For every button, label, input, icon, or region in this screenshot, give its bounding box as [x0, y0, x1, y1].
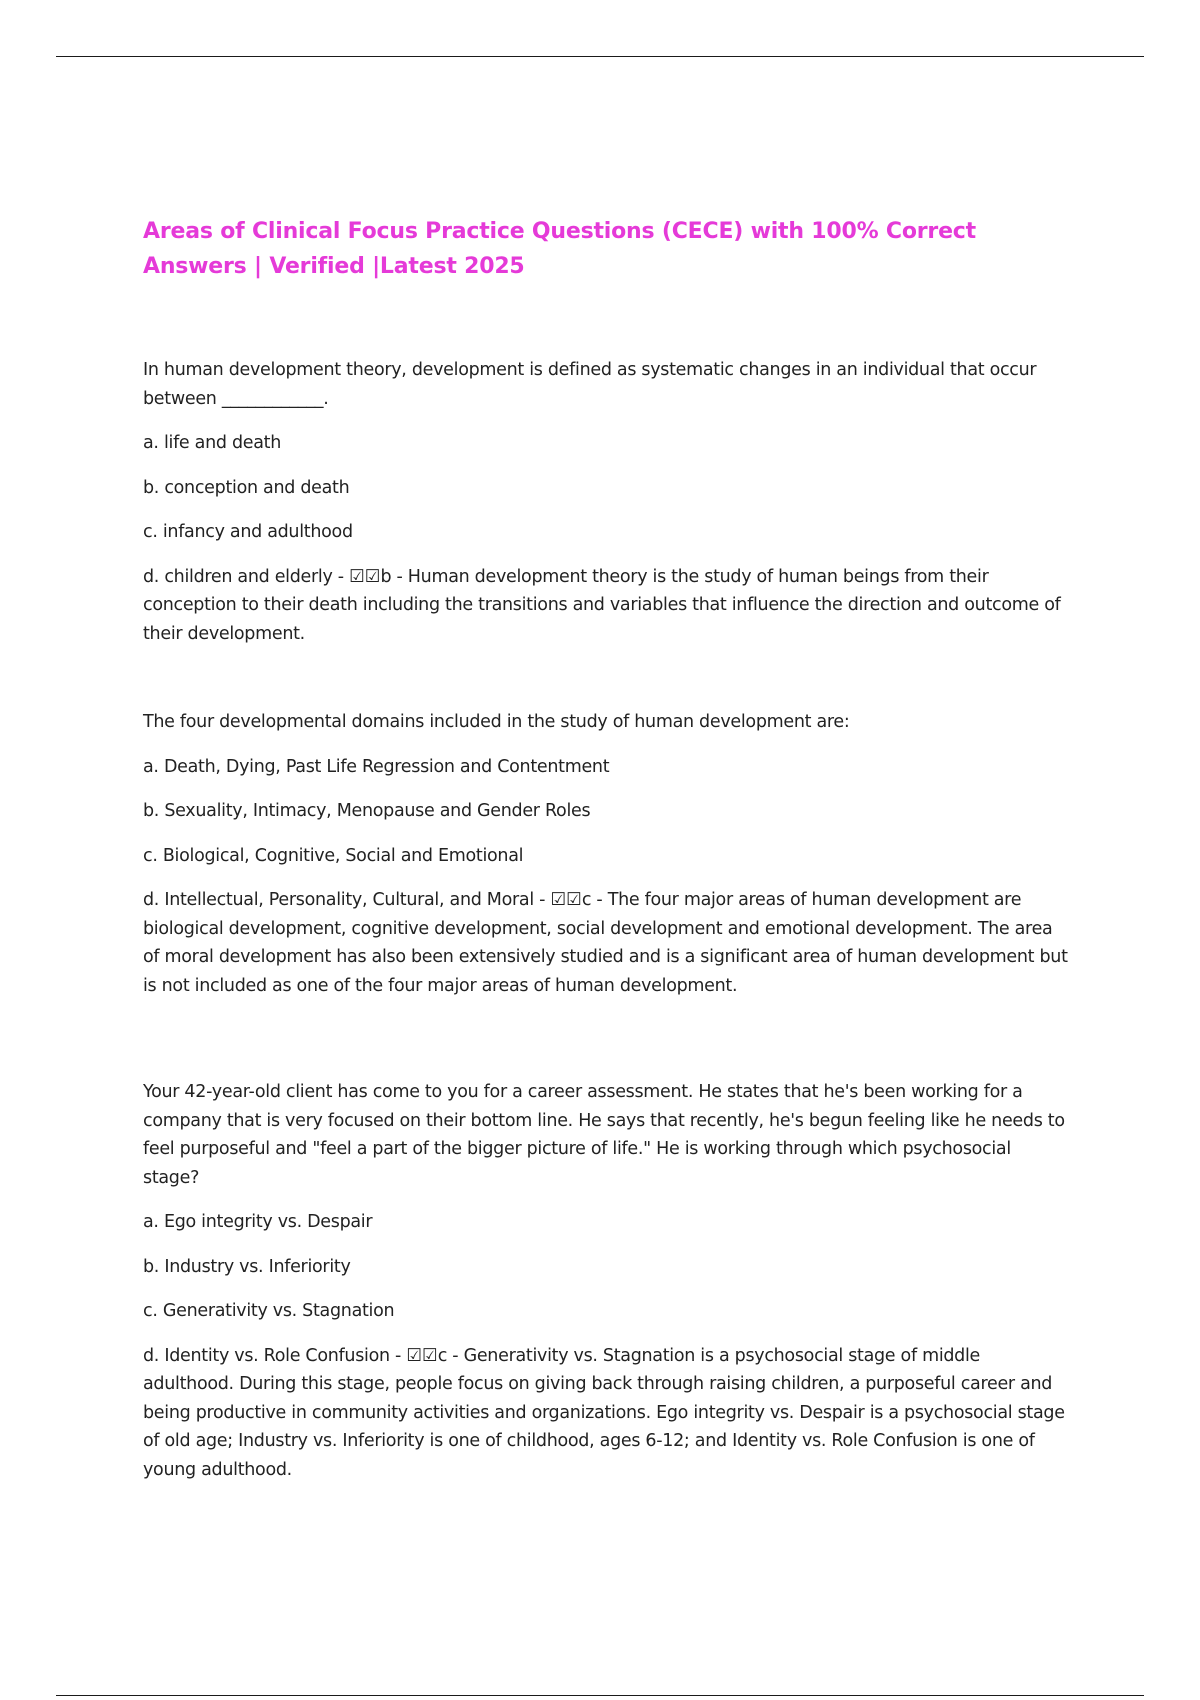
option-a: a. Ego integrity vs. Despair [143, 1212, 373, 1232]
checkmark-icon: ☑☑ [550, 890, 582, 910]
document-title: Areas of Clinical Focus Practice Questions (CECE) with 100% Correct Answers | Verified |Latest 2025 [143, 219, 976, 279]
top-rule [56, 56, 1144, 57]
option-d: d. children and elderly - [143, 566, 350, 587]
option-a: a. life and death [143, 433, 282, 453]
option-c: c. Biological, Cognitive, Social and Emotional [143, 845, 524, 866]
answer-explanation: c - The four major areas of human development are biological development, cognitive development, social development and emotional development. The area of moral development has also been extensively studied and is a significant area of human development but is not included as one of the four major areas of human development. [143, 890, 1068, 996]
option-b: b. Sexuality, Intimacy, Menopause and Gender Roles [143, 801, 591, 821]
question-3 [143, 1078, 1068, 1484]
question-stem: In human development theory, development is defined as systematic changes in an individual that occur between ____________. [143, 360, 1037, 409]
option-d-with-answer [143, 886, 1068, 1000]
option-c: c. infancy and adulthood [143, 522, 353, 542]
question-stem: Your 42-year-old client has come to you for a career assessment. He states that he's been working for a company that is very focused on their bottom line. He says that recently, he's begun feeling like he needs to feel purposeful and "feel a part of the bigger picture of life." He is working through which psychosocial stage? [143, 1082, 1065, 1188]
answer-explanation: b - Human development theory is the study of human beings from their conception to their death including the transitions and variables that influence the direction and outcome of their development. [143, 566, 1061, 644]
option-b: b. conception and death [143, 477, 350, 498]
bottom-rule [56, 1695, 1144, 1696]
option-d-with-answer [143, 563, 1068, 649]
checkmark-icon: ☑☑ [349, 566, 381, 587]
option-a: a. Death, Dying, Past Life Regression and Contentment [143, 756, 610, 777]
document-body [143, 214, 1068, 1484]
option-d: d. Intellectual, Personality, Cultural, and Moral - [143, 890, 551, 910]
checkmark-icon: ☑☑ [406, 1345, 438, 1366]
answer-explanation: c - Generativity vs. Stagnation is a psychosocial stage of middle adulthood. During this stage, people focus on giving back through raising children, a purposeful career and being productive in community activities and organizations. Ego integrity vs. Despair is a psychosocial stage of old age; Industry vs. Inferiority is one of childhood, ages 6-12; and Identity vs. Role Confusion is one of young adulthood. [143, 1345, 1065, 1480]
option-b: b. Industry vs. Inferiority [143, 1256, 351, 1277]
option-d-with-answer [143, 1342, 1068, 1485]
question-stem: The four developmental domains included in the study of human development are: [143, 712, 850, 732]
option-d: d. Identity vs. Role Confusion - [143, 1345, 407, 1366]
option-c: c. Generativity vs. Stagnation [143, 1301, 395, 1321]
question-2 [143, 708, 1068, 1000]
question-1 [143, 356, 1068, 648]
